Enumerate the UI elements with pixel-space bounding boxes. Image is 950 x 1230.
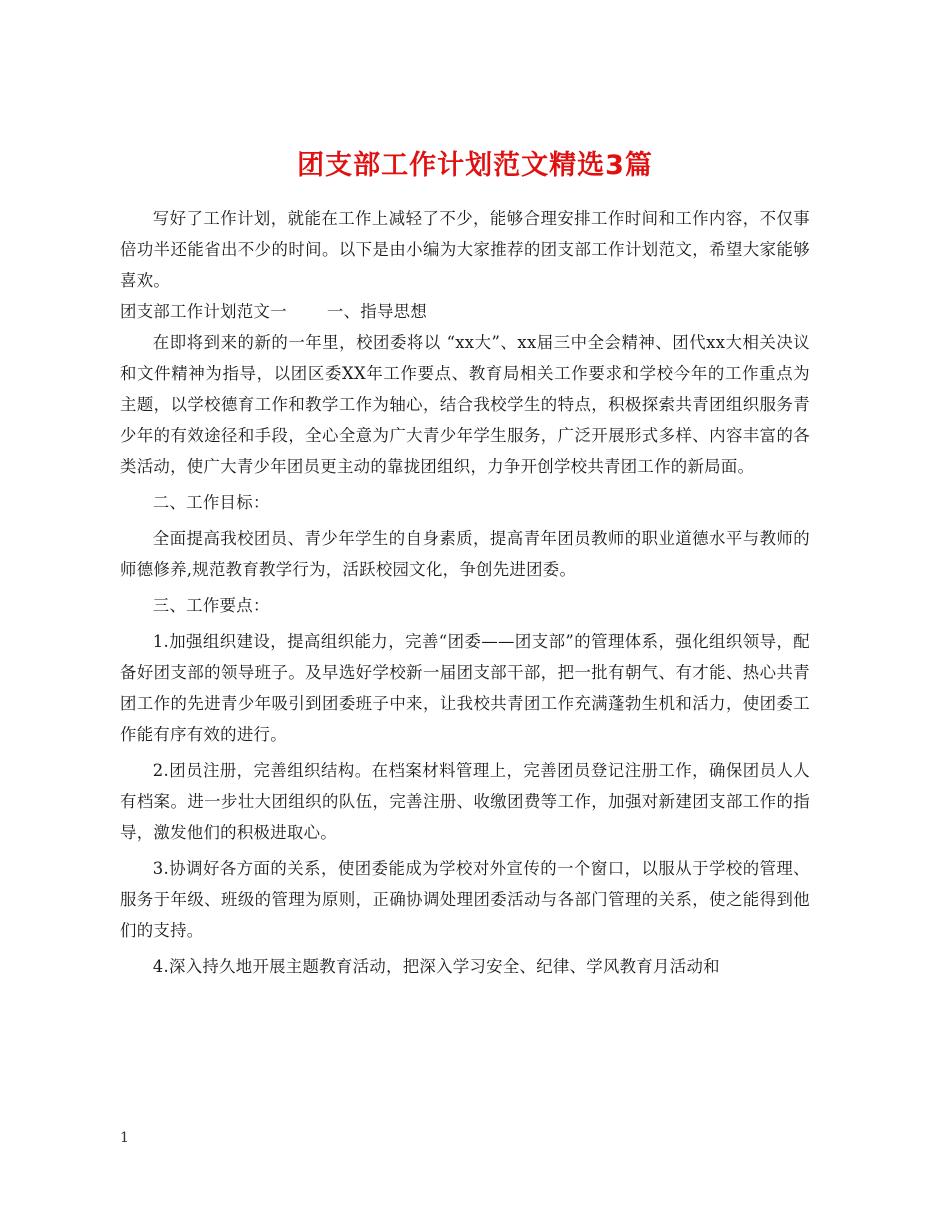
paragraph-point-3: 3.协调好各方面的关系，使团委能成为学校对外宣传的一个窗口，以服从于学校的管理、服务于年级、班级的管理为原则，正确协调处理团委活动与各部门管理的关系，使之能得到他们的支持。	[120, 859, 810, 940]
heading-work-goals: 二、工作目标：	[152, 493, 270, 512]
document-body	[120, 203, 810, 982]
paragraph-point-2: 2.团员注册，完善组织结构。在档案材料管理上，完善团员登记注册工作，确保团员人人有档案。进一步壮大团组织的队伍，完善注册、收缴团费等工作，加强对新建团支部工作的指导，激发他们的积极进取心。	[120, 761, 810, 842]
section-heading: 一、指导思想	[326, 302, 428, 321]
page-title: 团支部工作计划范文精选3篇	[297, 150, 653, 182]
paragraph-point-1: 1.加强组织建设，提高组织能力，完善“团委——团支部”的管理体系，强化组织领导，配备好团支部的领导班子。及早选好学校新一届团支部干部，把一批有朝气、有才能、热心共青团工作的先进青少年吸引到团委班子中来，让我校共青团工作充满蓬勃生机和活力，使团委工作能有序有效的进行。	[120, 632, 810, 744]
intro-paragraph: 写好了工作计划，就能在工作上减轻了不少，能够合理安排工作时间和工作内容，不仅事倍功半还能省出不少的时间。以下是由小编为大家推荐的团支部工作计划范文，希望大家能够喜欢。	[120, 209, 810, 290]
paragraph-point-4: 4.深入持久地开展主题教育活动，把深入学习安全、纪律、学风教育月活动和	[152, 957, 720, 976]
heading-work-points: 三、工作要点：	[152, 596, 270, 615]
section-heading-line	[120, 296, 810, 327]
paragraph-work-goals: 全面提高我校团员、青少年学生的自身素质，提高青年团员教师的职业道德水平与教师的师德修养,规范教育教学行为，活跃校园文化，争创先进团委。	[120, 529, 810, 579]
paragraph-guiding-ideology: 在即将到来的新的一年里，校团委将以 “xx大”、xx届三中全会精神、团代xx大相关决议和文件精神为指导，以团区委XX年工作要点、教育局相关工作要求和学校今年的工作重点为主题，以学校德育工作和教学工作为轴心，结合我校学生的特点，积极探索共青团组织服务青少年的有效途径和手段，全心全意为广大青少年学生服务，广泛开展形式多样、内容丰富的各类活动，使广大青少年团员更主动的靠拢团组织，力争开创学校共青团工作的新局面。	[120, 333, 810, 476]
section-label: 团支部工作计划范文一	[120, 302, 287, 321]
page-number: 1	[120, 1130, 129, 1146]
